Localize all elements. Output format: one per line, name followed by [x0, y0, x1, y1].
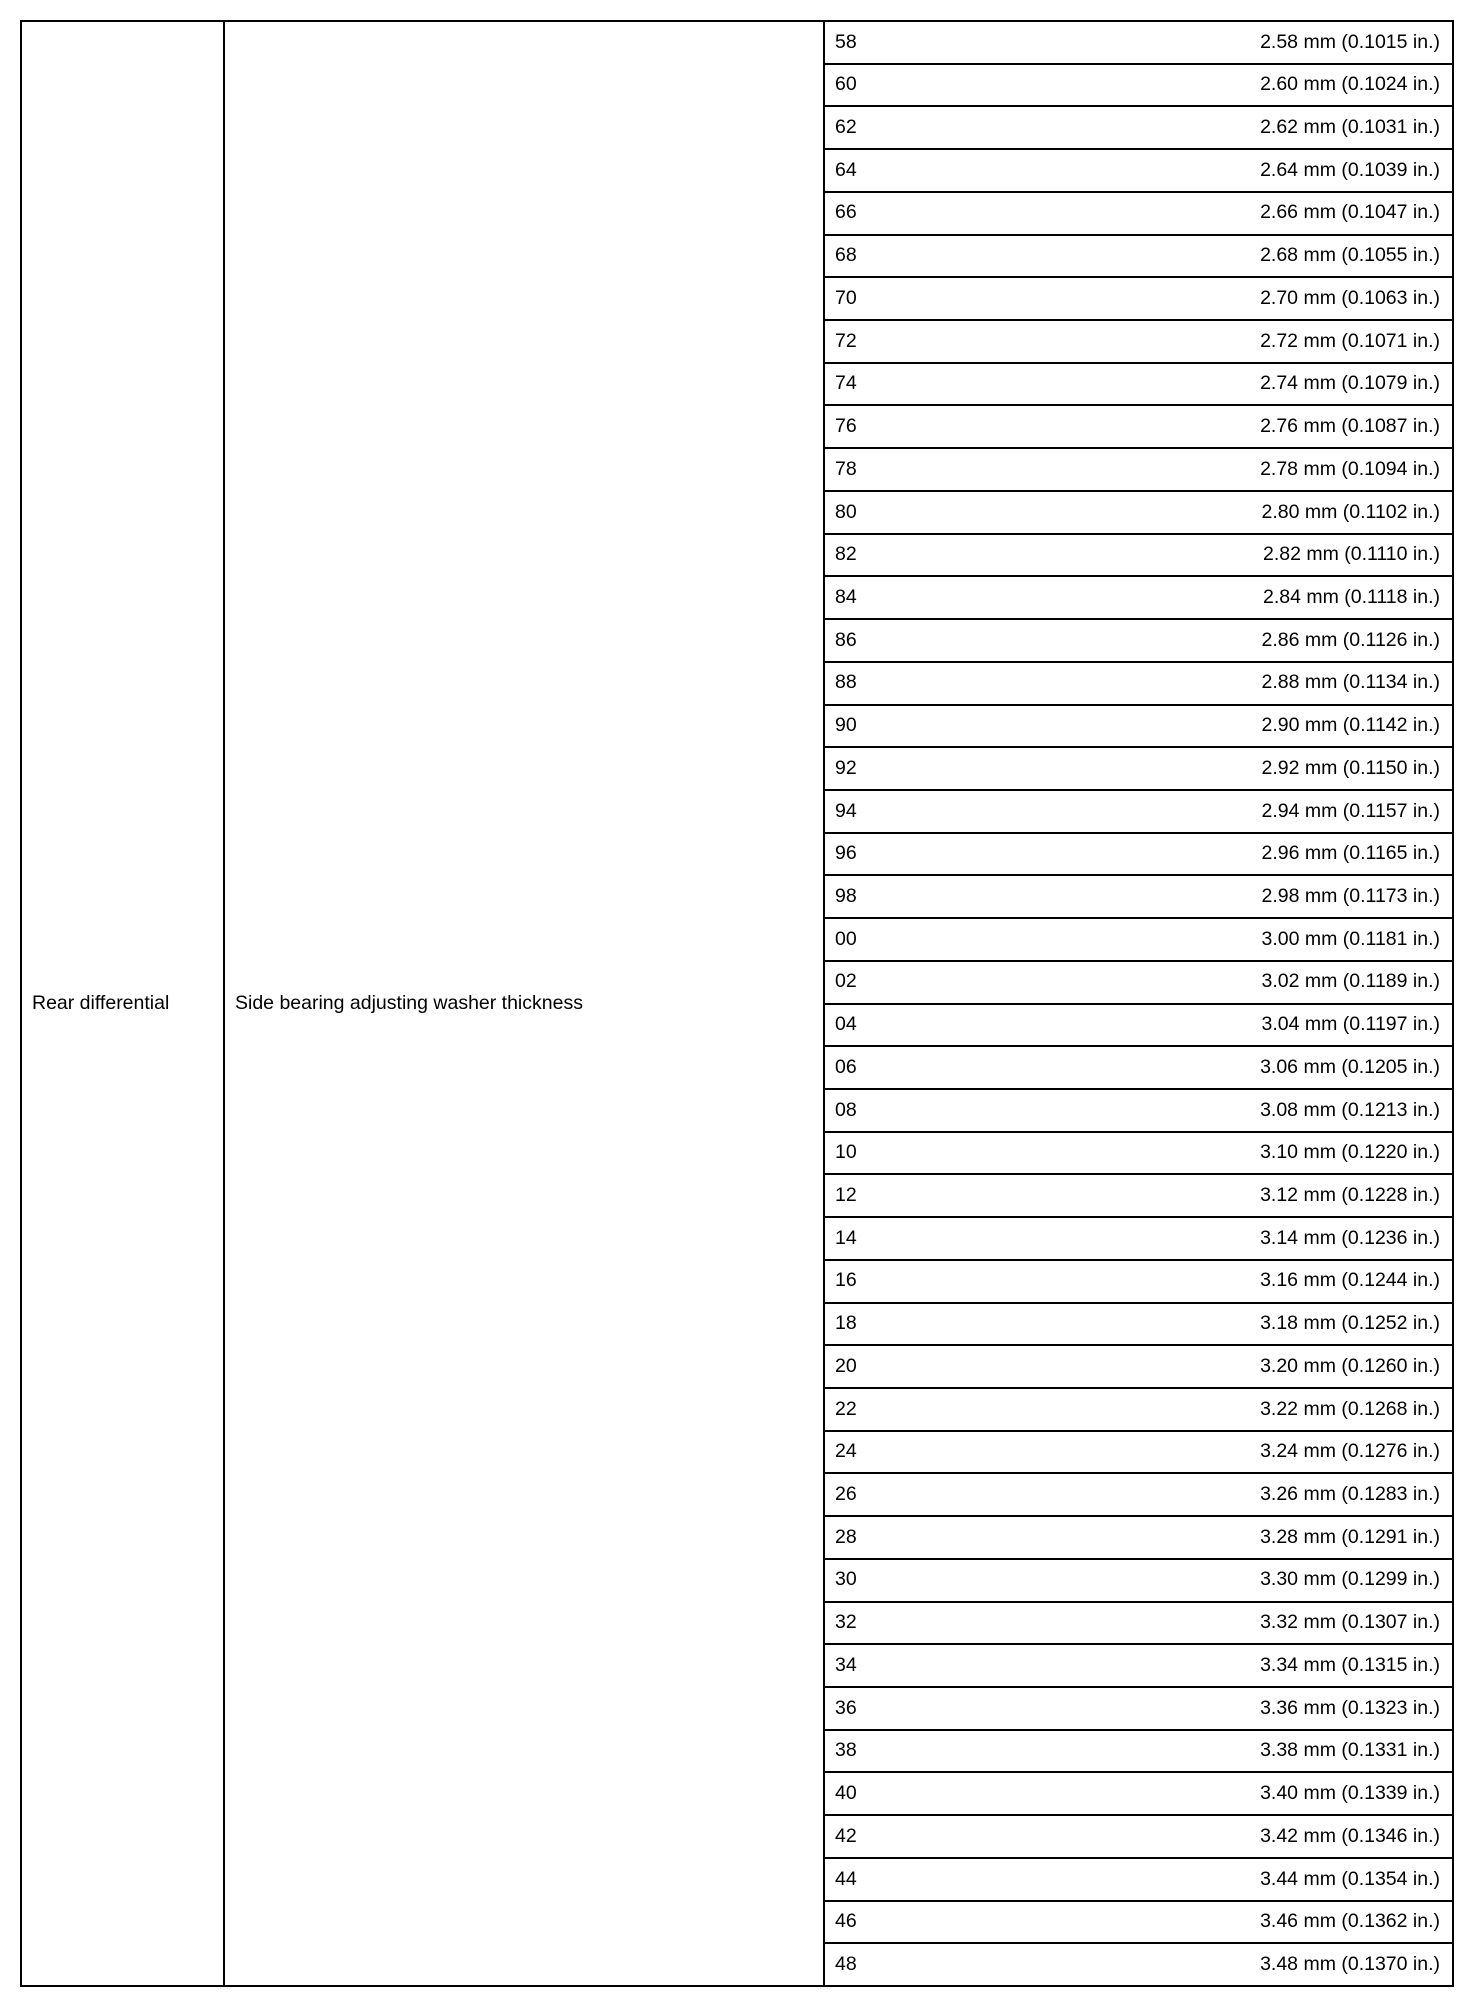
thickness-value-cell: 3.44 mm (0.1354 in.) [888, 1858, 1453, 1901]
thickness-value-cell: 2.98 mm (0.1173 in.) [888, 875, 1453, 918]
thickness-value-cell: 2.84 mm (0.1118 in.) [888, 576, 1453, 619]
thickness-value-cell: 3.28 mm (0.1291 in.) [888, 1516, 1453, 1559]
mark-cell: 80 [824, 491, 888, 534]
thickness-value-cell: 2.58 mm (0.1015 in.) [888, 21, 1453, 64]
table-row [21, 21, 1453, 64]
mark-cell: 02 [824, 961, 888, 1004]
thickness-value-cell: 2.92 mm (0.1150 in.) [888, 747, 1453, 790]
thickness-value-cell: 3.10 mm (0.1220 in.) [888, 1132, 1453, 1175]
mark-cell: 58 [824, 21, 888, 64]
thickness-value-cell: 3.36 mm (0.1323 in.) [888, 1687, 1453, 1730]
mark-cell: 98 [824, 875, 888, 918]
thickness-value-cell: 2.96 mm (0.1165 in.) [888, 833, 1453, 876]
thickness-value-cell: 2.64 mm (0.1039 in.) [888, 149, 1453, 192]
mark-cell: 94 [824, 790, 888, 833]
mark-cell: 88 [824, 662, 888, 705]
thickness-value-cell: 3.16 mm (0.1244 in.) [888, 1260, 1453, 1303]
thickness-value-cell: 3.12 mm (0.1228 in.) [888, 1174, 1453, 1217]
thickness-value-cell: 2.68 mm (0.1055 in.) [888, 235, 1453, 278]
thickness-value-cell: 3.00 mm (0.1181 in.) [888, 918, 1453, 961]
thickness-value-cell: 3.30 mm (0.1299 in.) [888, 1559, 1453, 1602]
thickness-value-cell: 2.76 mm (0.1087 in.) [888, 405, 1453, 448]
mark-cell: 86 [824, 619, 888, 662]
thickness-value-cell: 3.14 mm (0.1236 in.) [888, 1217, 1453, 1260]
mark-cell: 06 [824, 1046, 888, 1089]
mark-cell: 74 [824, 363, 888, 406]
mark-cell: 64 [824, 149, 888, 192]
thickness-value-cell: 2.94 mm (0.1157 in.) [888, 790, 1453, 833]
mark-cell: 14 [824, 1217, 888, 1260]
thickness-value-cell: 3.02 mm (0.1189 in.) [888, 961, 1453, 1004]
mark-cell: 44 [824, 1858, 888, 1901]
thickness-value-cell: 2.90 mm (0.1142 in.) [888, 705, 1453, 748]
mark-cell: 96 [824, 833, 888, 876]
thickness-value-cell: 3.24 mm (0.1276 in.) [888, 1431, 1453, 1474]
thickness-value-cell: 2.88 mm (0.1134 in.) [888, 662, 1453, 705]
item-cell: Side bearing adjusting washer thickness [224, 21, 824, 1986]
mark-cell: 66 [824, 192, 888, 235]
mark-cell: 08 [824, 1089, 888, 1132]
spec-table [20, 20, 1454, 1987]
thickness-value-cell: 3.48 mm (0.1370 in.) [888, 1943, 1453, 1986]
thickness-value-cell: 3.42 mm (0.1346 in.) [888, 1815, 1453, 1858]
mark-cell: 36 [824, 1687, 888, 1730]
thickness-value-cell: 3.04 mm (0.1197 in.) [888, 1004, 1453, 1047]
mark-cell: 72 [824, 320, 888, 363]
mark-cell: 92 [824, 747, 888, 790]
mark-cell: 30 [824, 1559, 888, 1602]
mark-cell: 20 [824, 1345, 888, 1388]
thickness-value-cell: 3.18 mm (0.1252 in.) [888, 1303, 1453, 1346]
mark-cell: 82 [824, 534, 888, 577]
thickness-value-cell: 3.32 mm (0.1307 in.) [888, 1602, 1453, 1645]
mark-cell: 48 [824, 1943, 888, 1986]
mark-cell: 12 [824, 1174, 888, 1217]
mark-cell: 38 [824, 1730, 888, 1773]
thickness-value-cell: 2.86 mm (0.1126 in.) [888, 619, 1453, 662]
thickness-value-cell: 3.08 mm (0.1213 in.) [888, 1089, 1453, 1132]
mark-cell: 76 [824, 405, 888, 448]
mark-cell: 40 [824, 1772, 888, 1815]
mark-cell: 04 [824, 1004, 888, 1047]
mark-cell: 46 [824, 1901, 888, 1944]
thickness-value-cell: 2.78 mm (0.1094 in.) [888, 448, 1453, 491]
mark-cell: 78 [824, 448, 888, 491]
thickness-value-cell: 2.66 mm (0.1047 in.) [888, 192, 1453, 235]
mark-cell: 84 [824, 576, 888, 619]
mark-cell: 18 [824, 1303, 888, 1346]
mark-cell: 42 [824, 1815, 888, 1858]
spec-table-body [21, 21, 1453, 1986]
mark-cell: 26 [824, 1473, 888, 1516]
thickness-value-cell: 3.38 mm (0.1331 in.) [888, 1730, 1453, 1773]
thickness-value-cell: 2.60 mm (0.1024 in.) [888, 64, 1453, 107]
thickness-value-cell: 2.72 mm (0.1071 in.) [888, 320, 1453, 363]
mark-cell: 00 [824, 918, 888, 961]
thickness-value-cell: 3.40 mm (0.1339 in.) [888, 1772, 1453, 1815]
mark-cell: 34 [824, 1644, 888, 1687]
thickness-value-cell: 3.46 mm (0.1362 in.) [888, 1901, 1453, 1944]
part-cell: Rear differential [21, 21, 224, 1986]
mark-cell: 28 [824, 1516, 888, 1559]
thickness-value-cell: 3.20 mm (0.1260 in.) [888, 1345, 1453, 1388]
mark-cell: 70 [824, 277, 888, 320]
thickness-value-cell: 3.34 mm (0.1315 in.) [888, 1644, 1453, 1687]
thickness-value-cell: 2.74 mm (0.1079 in.) [888, 363, 1453, 406]
thickness-value-cell: 3.06 mm (0.1205 in.) [888, 1046, 1453, 1089]
thickness-value-cell: 2.70 mm (0.1063 in.) [888, 277, 1453, 320]
thickness-value-cell: 3.26 mm (0.1283 in.) [888, 1473, 1453, 1516]
mark-cell: 22 [824, 1388, 888, 1431]
mark-cell: 90 [824, 705, 888, 748]
mark-cell: 32 [824, 1602, 888, 1645]
mark-cell: 62 [824, 106, 888, 149]
mark-cell: 10 [824, 1132, 888, 1175]
mark-cell: 60 [824, 64, 888, 107]
thickness-value-cell: 2.82 mm (0.1110 in.) [888, 534, 1453, 577]
thickness-value-cell: 3.22 mm (0.1268 in.) [888, 1388, 1453, 1431]
mark-cell: 24 [824, 1431, 888, 1474]
thickness-value-cell: 2.80 mm (0.1102 in.) [888, 491, 1453, 534]
mark-cell: 16 [824, 1260, 888, 1303]
mark-cell: 68 [824, 235, 888, 278]
thickness-value-cell: 2.62 mm (0.1031 in.) [888, 106, 1453, 149]
